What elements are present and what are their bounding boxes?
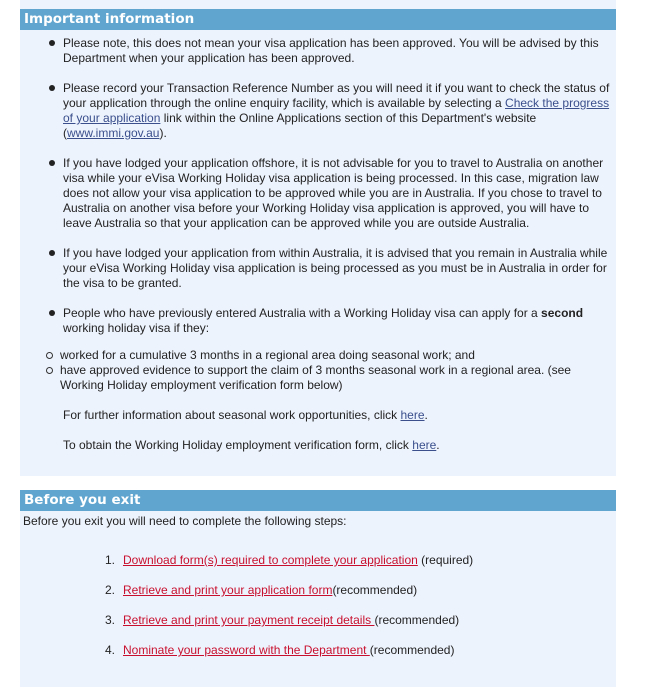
step-note: (required): [417, 553, 474, 567]
seasonal-work-info: [20, 408, 616, 423]
step-item: [20, 583, 616, 598]
bullet-item: [20, 246, 616, 291]
condition-text: have approved evidence to support the claim of 3 months seasonal work in a regional area. (see Working Holiday employment verification form below): [60, 363, 571, 392]
bullet-item: [20, 156, 616, 231]
exit-steps-list: [20, 553, 616, 658]
important-information-panel: [20, 0, 616, 476]
condition-item: [20, 363, 616, 393]
step-item: [20, 553, 616, 568]
step-note: (recommended): [369, 643, 455, 657]
bullet-item: [20, 36, 616, 66]
before-you-exit-header: Before you exit: [20, 490, 616, 511]
seasonal-work-text: For further information about seasonal work opportunities, click: [63, 408, 401, 422]
exit-intro-text: Before you exit you will need to complete the following steps:: [23, 514, 347, 528]
bullet-icon: [49, 160, 55, 166]
bullet-bold-text: second: [541, 306, 584, 320]
bullet-icon: [49, 310, 55, 316]
bullet-text: working holiday visa if they:: [63, 321, 210, 335]
bullet-text: If you have lodged your application offshore, it is not advisable for you to travel to Australia on another visa while your eVisa Working Holiday visa application is being processed. In this case, migration law does not allow your visa application to be approved while you are in Australia. If you chose to travel to Australia on another visa before your Working Holiday visa application is approved, you will have to leave Australia so that your application can be approved while you are outside Australia.: [63, 156, 604, 230]
bullet-text: link within the Online Applications section of this Department's website (: [63, 111, 537, 140]
step-number: 3.: [105, 613, 116, 627]
bullet-text: Please record your Transaction Reference Number as you will need it if you want to check the status of your application through the online enquiry facility, which is available by selecting a: [63, 81, 610, 110]
verification-form-info: [20, 438, 616, 453]
bullet-icon: [49, 85, 55, 91]
bullet-item: [20, 306, 616, 336]
circle-bullet-icon: [46, 367, 53, 374]
bullet-item: [20, 81, 616, 141]
bullet-icon: [49, 250, 55, 256]
check-progress-link[interactable]: Check the progress of your application: [63, 96, 610, 125]
step-note: (recommended): [374, 613, 460, 627]
immi-website-link[interactable]: www.immi.gov.au: [67, 126, 160, 140]
second-visa-conditions-list: [20, 348, 616, 393]
verification-form-here-link[interactable]: here: [412, 438, 437, 452]
step-note: (recommended): [332, 583, 418, 597]
step-item: [20, 613, 616, 628]
before-you-exit-panel: [20, 490, 616, 687]
step-number: 4.: [105, 643, 116, 657]
step-number: 2.: [105, 583, 116, 597]
bullet-icon: [49, 40, 55, 46]
bullet-text: If you have lodged your application from within Australia, it is advised that you remain in Australia while your eVisa Working Holiday visa application is being processed as you must be in Australia in order for the visa to be granted.: [63, 246, 608, 290]
step-item: [20, 643, 616, 658]
step-number: 1.: [105, 553, 116, 567]
condition-text: worked for a cumulative 3 months in a regional area doing seasonal work; and: [60, 348, 475, 362]
bullet-text: ).: [159, 126, 167, 140]
download-forms-link[interactable]: Download form(s) required to complete your application: [123, 553, 418, 567]
nominate-password-link[interactable]: Nominate your password with the Department: [123, 643, 370, 657]
verification-form-text: To obtain the Working Holiday employment verification form, click: [63, 438, 413, 452]
bullet-text: People who have previously entered Australia with a Working Holiday visa can apply for a: [63, 306, 542, 320]
condition-item: [20, 348, 616, 363]
punctuation: .: [424, 408, 428, 422]
punctuation: .: [436, 438, 440, 452]
seasonal-work-here-link[interactable]: here: [400, 408, 425, 422]
important-bullet-list: [20, 36, 616, 336]
print-payment-receipt-link[interactable]: Retrieve and print your payment receipt details: [123, 613, 375, 627]
important-information-header: Important information: [20, 9, 616, 30]
bullet-text: Please note, this does not mean your visa application has been approved. You will be advised by this Department when your application has been approved.: [63, 36, 599, 65]
circle-bullet-icon: [46, 352, 53, 359]
print-application-form-link[interactable]: Retrieve and print your application form: [123, 583, 333, 597]
